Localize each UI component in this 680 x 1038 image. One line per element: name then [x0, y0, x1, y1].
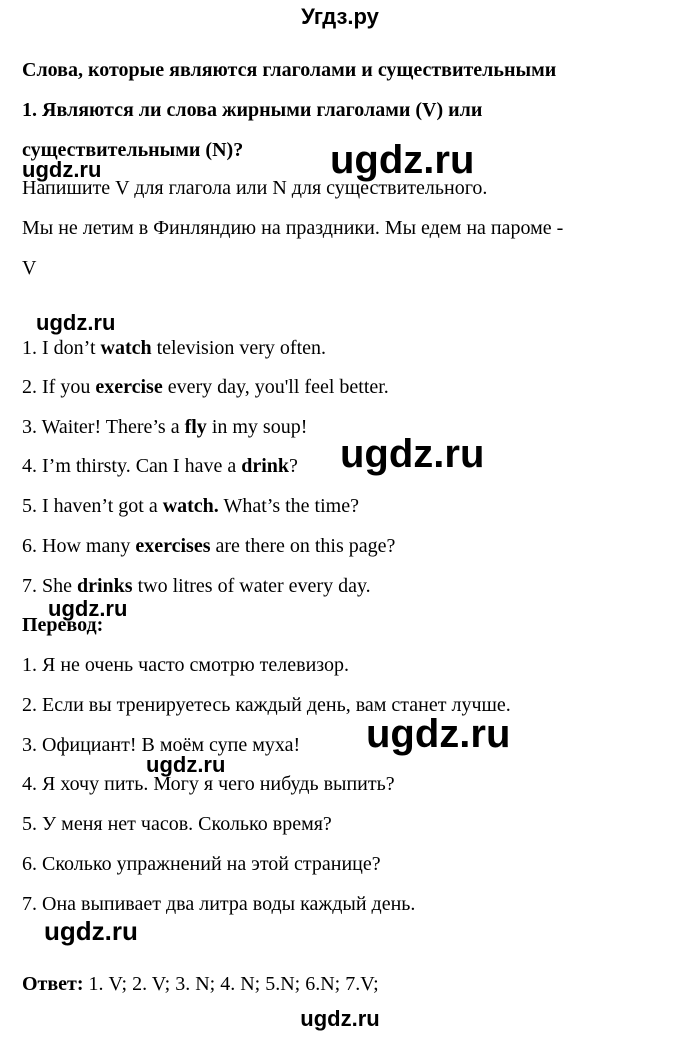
site-header: Угдз.ру — [301, 4, 379, 29]
watermark: ugdz.ru — [146, 752, 226, 777]
translation-line-4: 4. Я хочу пить. Могу я чего нибудь выпить? — [22, 773, 395, 795]
translation-line-2: 2. Если вы тренируетесь каждый день, вам станет лучше. — [22, 694, 511, 716]
translation-line-6: 6. Сколько упражнений на этой странице? — [22, 853, 381, 875]
question-line-2: существительными (N)? — [22, 139, 244, 161]
bold-word: exercises — [135, 535, 211, 557]
watermark: ugdz.ru — [36, 310, 116, 335]
watermark: ugdz.ru — [366, 712, 511, 756]
exercise-sentence-4: 4. I’m thirsty. Can I have a drink? — [22, 455, 298, 477]
watermark: ugdz.ru — [48, 596, 128, 621]
translation-line-3: 3. Официант! В моём супе муха! — [22, 734, 301, 756]
site-footer: ugdz.ru — [300, 1006, 380, 1031]
example-line-1: Мы не летим в Финляндию на праздники. Мы едем на пароме - — [22, 217, 564, 239]
exercise-sentence-2: 2. If you exercise every day, you'll feel better. — [22, 376, 389, 398]
answer-text: 1. V; 2. V; 3. N; 4. N; 5.N; 6.N; 7.V; — [83, 973, 379, 995]
bold-word: drinks — [77, 575, 133, 597]
exercise-sentence-7: 7. She drinks two litres of water every day. — [22, 575, 371, 597]
translation-line-7: 7. Она выпивает два литра воды каждый день. — [22, 893, 416, 915]
translation-line-5: 5. У меня нет часов. Сколько время? — [22, 813, 332, 835]
watermark: ugdz.ru — [340, 432, 485, 476]
answer-label: Ответ: — [22, 973, 84, 995]
translation-line-1: 1. Я не очень часто смотрю телевизор. — [22, 654, 350, 676]
exercise-sentence-6: 6. How many exercises are there on this page? — [22, 535, 396, 557]
question-line-1: 1. Являются ли слова жирными глаголами (V) или — [22, 99, 483, 121]
bold-word: drink — [241, 455, 290, 477]
answer-line — [22, 972, 379, 996]
bold-word: exercise — [95, 376, 163, 398]
bold-word: fly — [184, 416, 207, 438]
exercise-sentence-5: 5. I haven’t got a watch. What’s the time? — [22, 495, 359, 517]
exercise-sentence-3: 3. Waiter! There’s a fly in my soup! — [22, 416, 308, 438]
watermark: ugdz.ru — [44, 916, 138, 946]
watermark: ugdz.ru — [330, 138, 475, 182]
instruction-text: Напишите V для глагола или N для существительного. — [22, 177, 488, 199]
bold-word: watch — [100, 337, 152, 359]
watermark: ugdz.ru — [22, 157, 102, 182]
bold-word: watch. — [162, 495, 219, 517]
page-title: Слова, которые являются глаголами и существительными — [22, 59, 557, 81]
exercise-sentence-1: 1. I don’t watch television very often. — [22, 337, 327, 359]
example-line-2: V — [22, 257, 37, 279]
translation-heading: Перевод: — [22, 614, 104, 636]
